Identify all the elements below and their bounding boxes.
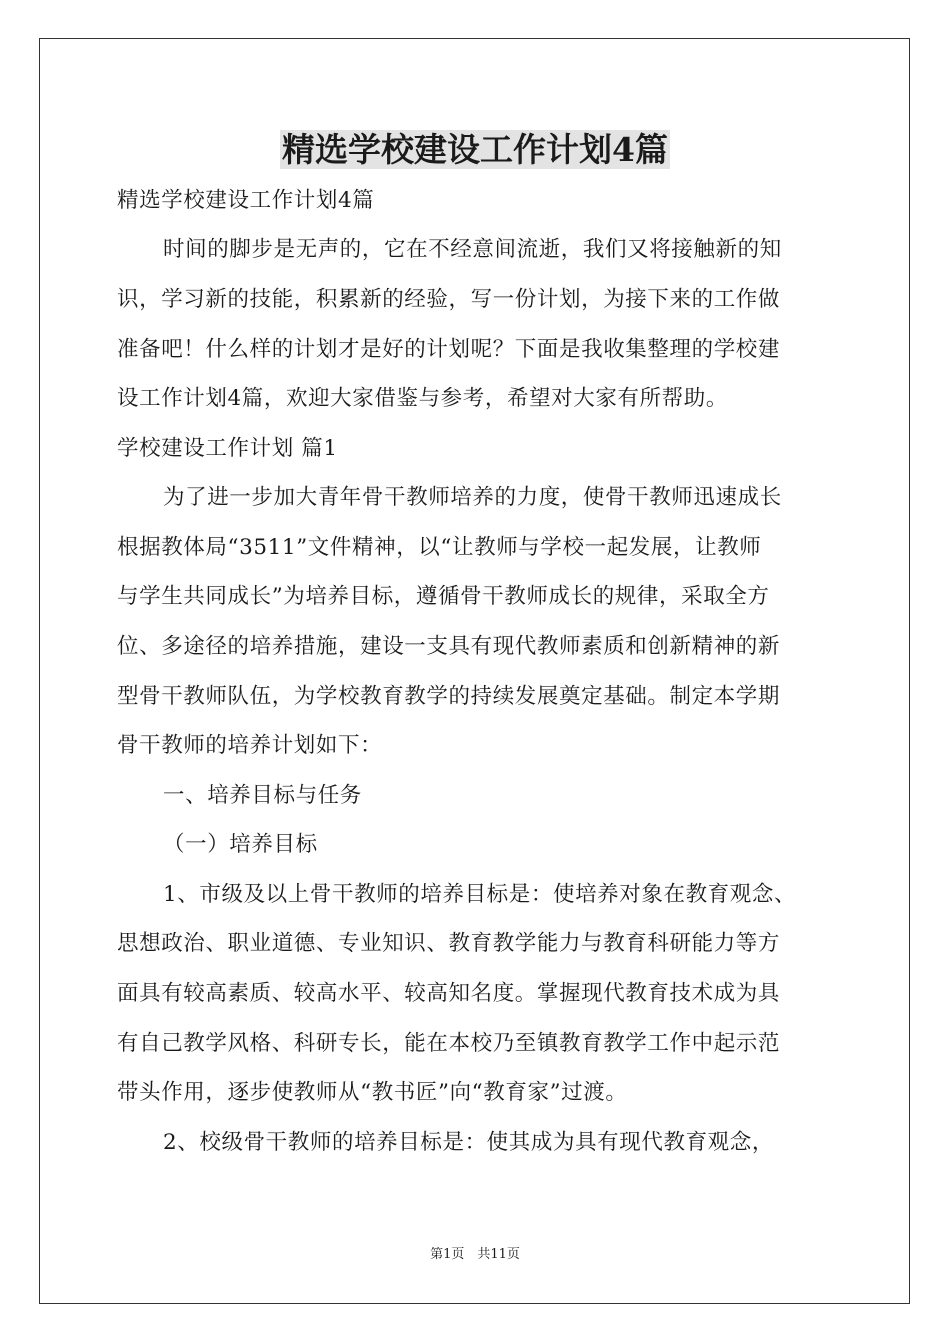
subtitle-line: 精选学校建设工作计划4篇 xyxy=(117,188,375,213)
document-title-text: 精选学校建设工作计划4篇 xyxy=(282,130,668,169)
paragraph-line: 骨干教师的培养计划如下： xyxy=(117,733,383,758)
paragraph-line: 设工作计划4篇，欢迎大家借鉴与参考，希望对大家有所帮助。 xyxy=(117,386,728,411)
paragraph-line: 带头作用，逐步使教师从“教书匠”向“教育家”过渡。 xyxy=(117,1080,628,1105)
paragraph-line: 思想政治、职业道德、专业知识、教育教学能力与教育科研能力等方 xyxy=(117,931,781,956)
paragraph-line: 识，学习新的技能，积累新的经验，写一份计划，为接下来的工作做 xyxy=(117,287,781,312)
paragraph-line: 位、多途径的培养措施，建设一支具有现代教师素质和创新精神的新 xyxy=(117,634,781,659)
paragraph-line: 型骨干教师队伍，为学校教育教学的持续发展奠定基础。制定本学期 xyxy=(117,684,781,709)
page-border xyxy=(39,38,910,1304)
paragraph-line: 2、校级骨干教师的培养目标是：使其成为具有现代教育观念， xyxy=(163,1130,774,1155)
paragraph-line: 准备吧！什么样的计划才是好的计划呢？下面是我收集整理的学校建 xyxy=(117,337,781,362)
document-title xyxy=(0,128,950,172)
subsection-heading: （一）培养目标 xyxy=(163,832,318,857)
paragraph-line: 时间的脚步是无声的，它在不经意间流逝，我们又将接触新的知 xyxy=(163,237,782,262)
section-heading: 学校建设工作计划 篇1 xyxy=(117,436,338,461)
paragraph-line: 为了进一步加大青年骨干教师培养的力度，使骨干教师迅速成长 xyxy=(163,485,782,510)
page-footer: 第1页 共11页 xyxy=(430,1247,520,1262)
section-heading: 一、培养目标与任务 xyxy=(163,783,362,808)
paragraph-line: 根据教体局“3511”文件精神，以“让教师与学校一起发展，让教师 xyxy=(117,535,762,560)
paragraph-line: 面具有较高素质、较高水平、较高知名度。掌握现代教育技术成为具 xyxy=(117,981,781,1006)
paragraph-line: 与学生共同成长”为培养目标，遵循骨干教师成长的规律，采取全方 xyxy=(117,584,770,609)
paragraph-line: 有自己教学风格、科研专长，能在本校乃至镇教育教学工作中起示范 xyxy=(117,1031,781,1056)
paragraph-line: 1、市级及以上骨干教师的培养目标是：使培养对象在教育观念、 xyxy=(163,882,797,907)
